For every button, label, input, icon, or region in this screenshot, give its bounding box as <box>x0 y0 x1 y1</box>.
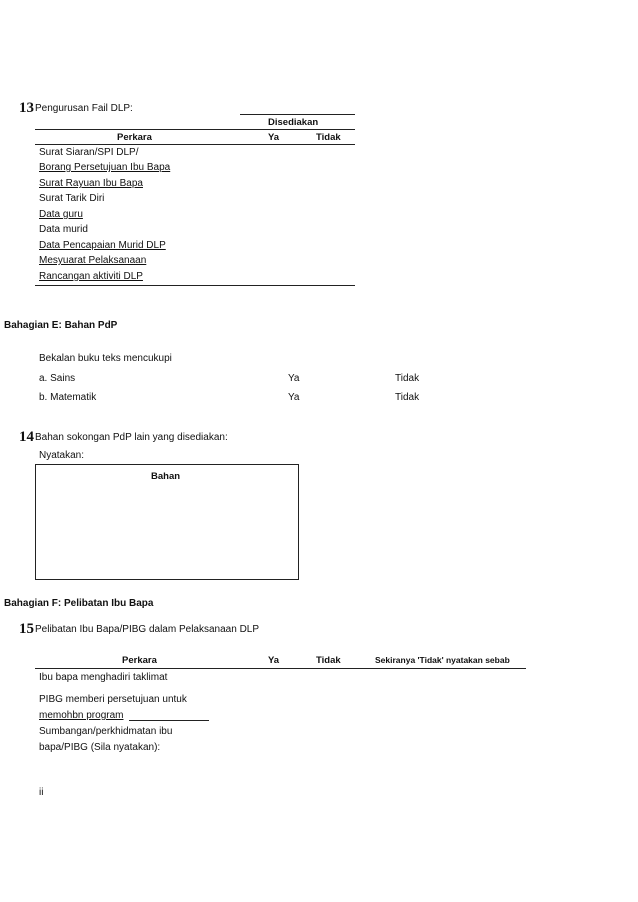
q15-row-sila-nyatakan: bapa/PIBG (Sila nyatakan): <box>39 742 161 753</box>
section-e-sains-yes: Ya <box>288 373 300 384</box>
q15-col-reason: Sekiranya 'Tidak' nyatakan sebab <box>375 655 510 665</box>
q15-number: 15 <box>19 621 34 637</box>
q13-row-surat-rayuan: Surat Rayuan Ibu Bapa <box>39 178 143 189</box>
q13-header-rule <box>35 129 355 130</box>
section-f-title: Bahagian F: Pelibatan Ibu Bapa <box>4 598 154 609</box>
q13-col-item: Perkara <box>117 132 152 143</box>
section-e-title: Bahagian E: Bahan PdP <box>4 320 118 331</box>
q15-header-rule <box>35 668 526 669</box>
q13-col-yes: Ya <box>268 132 280 143</box>
section-e-matematik-yes: Ya <box>288 392 300 403</box>
q13-group-header: Disediakan <box>268 117 319 128</box>
q15-fill-blank-line[interactable] <box>129 720 209 721</box>
q13-row-mesyuarat: Mesyuarat Pelaksanaan <box>39 255 147 266</box>
q15-row-memohon-program: memohbn program <box>39 710 124 721</box>
q15-row-sumbangan: Sumbangan/perkhidmatan ibu <box>39 726 173 737</box>
q13-number: 13 <box>19 100 34 116</box>
q14-number: 14 <box>19 429 34 445</box>
q13-group-rule <box>240 114 355 115</box>
q14-text: Bahan sokongan PdP lain yang disediakan: <box>35 432 228 443</box>
q13-row-data-guru: Data guru <box>39 209 83 220</box>
q13-row-rancangan-aktiviti: Rancangan aktiviti DLP <box>39 271 143 282</box>
q14-box-header: Bahan <box>151 471 181 482</box>
q13-row-surat-siaran: Surat Siaran/SPI DLP/ <box>39 147 139 158</box>
section-e-intro: Bekalan buku teks mencukupi <box>39 353 172 364</box>
q15-text: Pelibatan Ibu Bapa/PIBG dalam Pelaksanaan DLP <box>35 624 260 635</box>
q15-col-item: Perkara <box>122 655 157 666</box>
section-e-item-sains: a. Sains <box>39 373 76 384</box>
q14-nyatakan: Nyatakan: <box>39 450 85 461</box>
q15-col-no: Tidak <box>316 655 341 666</box>
q13-text: Pengurusan Fail DLP: <box>35 103 133 114</box>
section-e-sains-no: Tidak <box>395 373 420 384</box>
q13-row-data-murid: Data murid <box>39 224 88 235</box>
section-e-item-matematik: b. Matematik <box>39 392 97 403</box>
q13-row-borang-persetujuan: Borang Persetujuan Ibu Bapa <box>39 162 171 173</box>
page-number: ii <box>39 787 44 798</box>
q13-table-bottom-rule <box>35 285 355 286</box>
q13-header-bottom-rule <box>35 144 355 145</box>
section-e-matematik-no: Tidak <box>395 392 420 403</box>
q13-row-surat-tarik-diri: Surat Tarik Diri <box>39 193 105 204</box>
q15-col-yes: Ya <box>268 655 280 666</box>
q13-col-no: Tidak <box>316 132 341 143</box>
q14-bahan-box[interactable] <box>35 464 299 580</box>
q15-row-pibg-persetujuan: PIBG memberi persetujuan untuk <box>39 694 187 705</box>
q15-row-taklimat: Ibu bapa menghadiri taklimat <box>39 672 168 683</box>
q13-row-data-pencapaian: Data Pencapaian Murid DLP <box>39 240 166 251</box>
